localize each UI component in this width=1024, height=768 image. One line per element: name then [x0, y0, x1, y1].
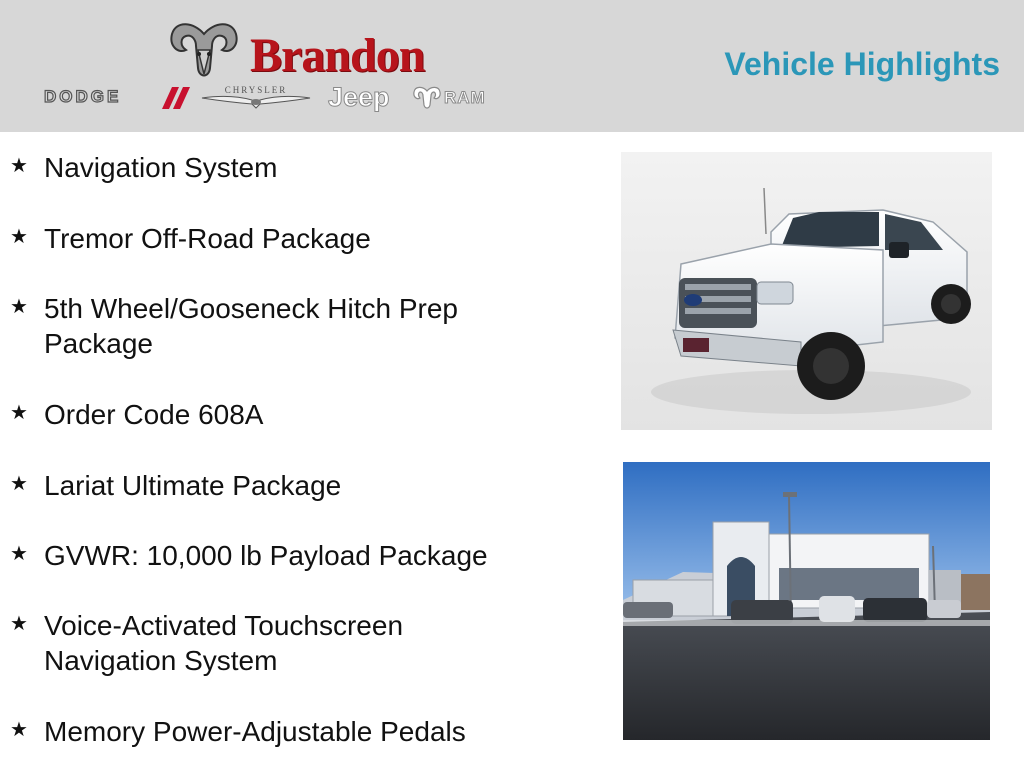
feature-text: 5th Wheel/Gooseneck Hitch Prep Package: [44, 293, 458, 359]
sub-brand-logos: [40, 84, 530, 114]
feature-item: [10, 291, 524, 361]
feature-text: GVWR: 10,000 lb Payload Package: [44, 540, 488, 571]
header-band: [0, 0, 1024, 132]
page-title: Vehicle Highlights: [724, 46, 1000, 82]
white-pickup-truck-image: [621, 152, 992, 430]
brand-name: Brandon: [250, 29, 425, 82]
star-icon: ★: [10, 155, 28, 177]
chrysler-wordmark: CHRYSLER: [224, 85, 288, 95]
truck-photo[interactable]: [621, 152, 992, 430]
star-icon: ★: [10, 402, 28, 424]
dealership-photo[interactable]: [623, 462, 990, 740]
feature-item: [10, 150, 570, 185]
star-icon: ★: [10, 473, 28, 495]
feature-item: [10, 221, 570, 256]
feature-text: Voice-Activated Touchscreen Navigation System: [44, 610, 404, 676]
chrysler-logo: [200, 84, 312, 112]
chrysler-wings-icon: [200, 84, 312, 112]
dealership-building-image: [623, 462, 990, 740]
feature-text: Order Code 608A: [44, 399, 264, 430]
dodge-stripes-icon: [162, 87, 190, 109]
feature-item: [10, 468, 570, 503]
feature-text: Navigation System: [44, 152, 278, 183]
star-icon: ★: [10, 613, 28, 635]
feature-item: [10, 397, 570, 432]
star-icon: ★: [10, 296, 28, 318]
star-icon: ★: [10, 543, 28, 565]
ram-wordmark: RAM: [444, 88, 486, 107]
feature-list: [10, 150, 570, 749]
feature-item: [10, 714, 570, 749]
feature-text: Tremor Off-Road Package: [44, 223, 371, 254]
jeep-logo: Jeep: [328, 82, 390, 112]
dealer-logo[interactable]: [40, 18, 530, 118]
ram-head-logo-icon: [168, 20, 240, 84]
feature-item: [10, 608, 484, 678]
feature-text: Lariat Ultimate Package: [44, 470, 342, 501]
star-icon: ★: [10, 719, 28, 741]
ram-small-head-icon: [412, 86, 442, 110]
star-icon: ★: [10, 226, 28, 248]
feature-item: [10, 538, 570, 573]
feature-text: Memory Power-Adjustable Pedals: [44, 716, 466, 747]
dodge-logo: DODGE: [44, 87, 122, 106]
